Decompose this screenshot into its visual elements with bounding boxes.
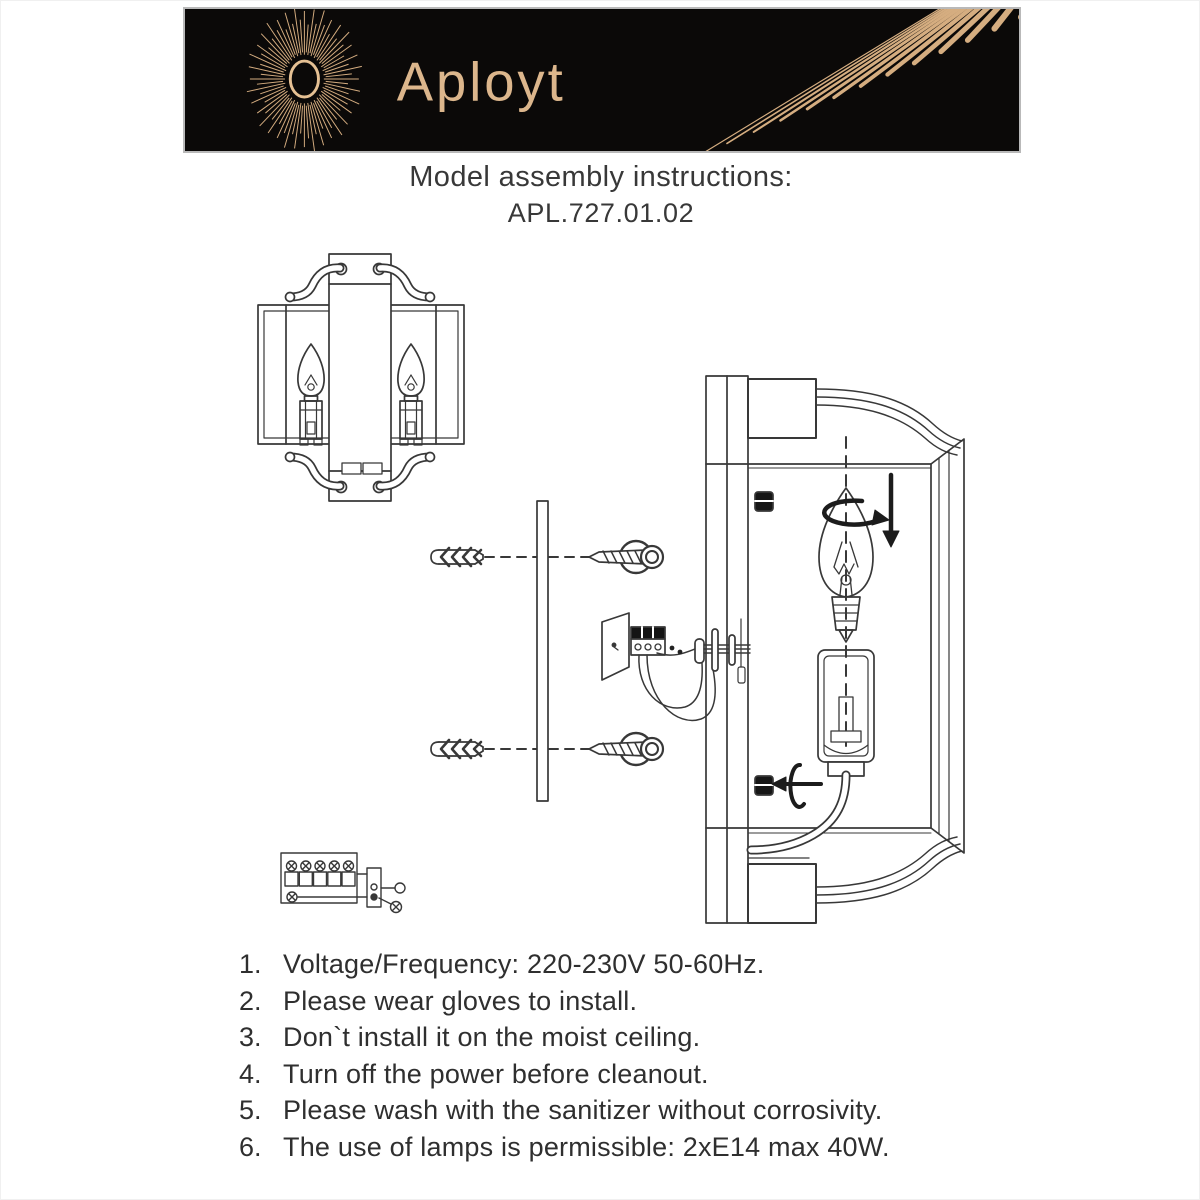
terminal-clip-icons: [755, 492, 773, 795]
brand-wordmark: Aployt: [396, 51, 566, 113]
list-item: [239, 1095, 1019, 1132]
frame-profile: [931, 439, 964, 853]
item-number: 2.: [239, 985, 262, 1016]
item-number: 5.: [239, 1095, 262, 1125]
item-number: 6.: [239, 1131, 262, 1162]
assembly-diagram: [181, 236, 1001, 946]
item-number: 1.: [239, 949, 262, 979]
brand-banner: [183, 7, 1021, 153]
item-text: Please wash with the sanitizer without corrosivity.: [283, 1095, 883, 1125]
rotate-screw-arrow-icon: [772, 765, 821, 807]
item-text: Voltage/Frequency: 220-230V 50-60Hz.: [283, 949, 765, 979]
mounting-hardware-diagram: [181, 236, 663, 801]
list-item: [239, 949, 1019, 986]
lamp-front-view-diagram: [181, 236, 464, 501]
corner-rays-icon: [700, 9, 1019, 151]
list-item: [239, 986, 1019, 1023]
list-item: [239, 1132, 1019, 1169]
banner-graphics: [185, 9, 1019, 151]
terminal-screws: [287, 861, 354, 871]
curved-arms: [816, 389, 962, 903]
page-title: Model assembly instructions:: [409, 161, 793, 193]
list-item: [239, 1059, 1019, 1096]
item-text: Turn off the power before cleanout.: [283, 1058, 709, 1089]
item-text: Please wear gloves to install.: [283, 985, 638, 1016]
sunburst-ring: [290, 61, 318, 97]
instruction-list: [239, 949, 1019, 1168]
earth-screw-icon: [391, 902, 402, 913]
item-text: The use of lamps is permissible: 2xE14 max 40W.: [283, 1131, 890, 1162]
terminal-block-diagram: [281, 853, 405, 913]
model-number: APL.727.01.02: [507, 198, 695, 228]
title-block: [1, 161, 1200, 229]
list-item: [239, 1022, 1019, 1059]
item-number: 4.: [239, 1058, 262, 1089]
item-text: Don`t install it on the moist ceiling.: [283, 1022, 701, 1052]
rotate-bulb-arrow-icon: [824, 475, 899, 547]
item-number: 3.: [239, 1022, 262, 1052]
